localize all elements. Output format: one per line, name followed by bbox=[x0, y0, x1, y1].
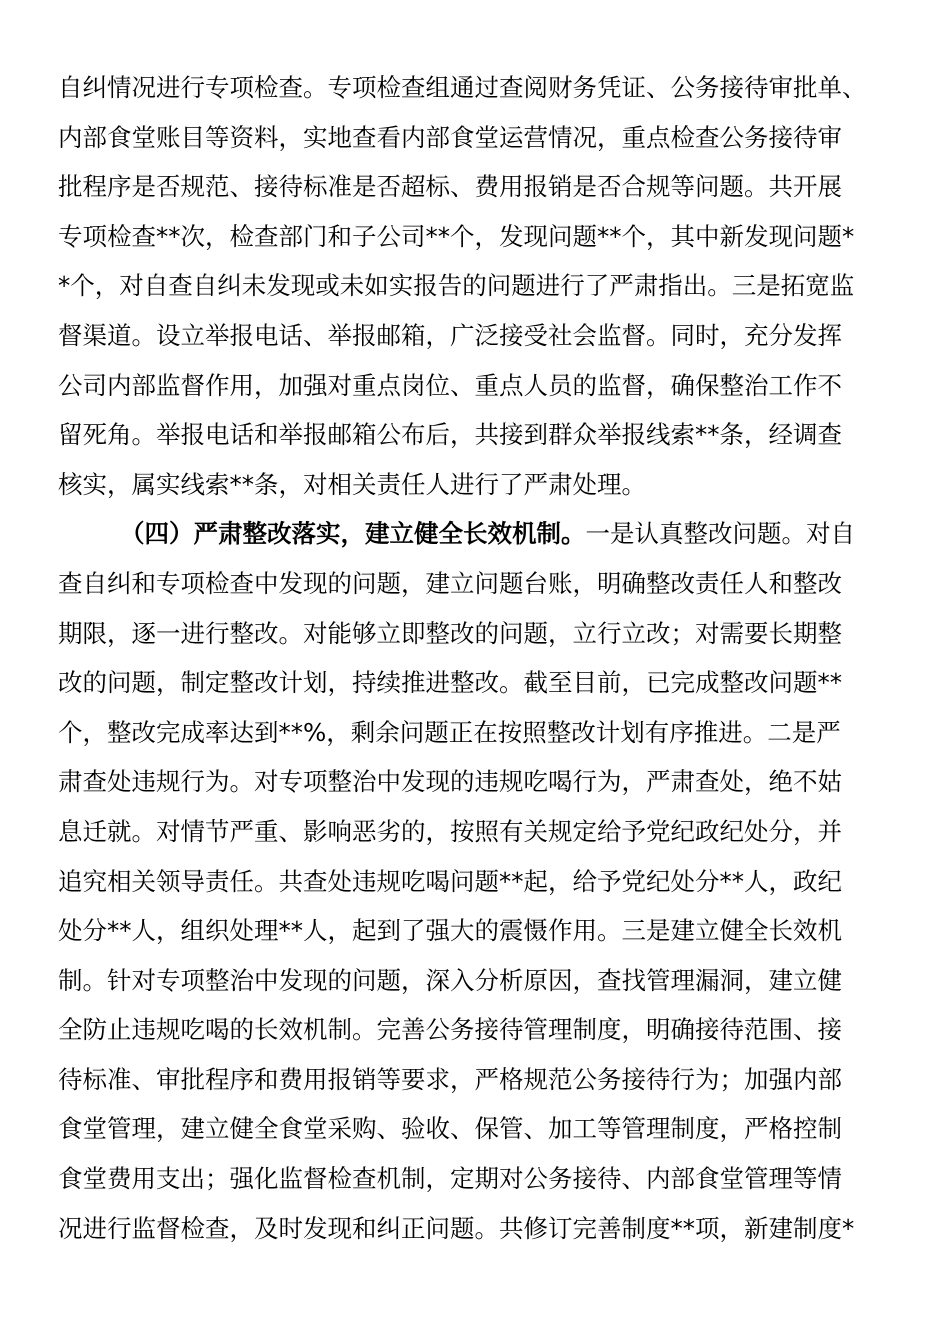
text-line: 食堂费用支出；强化监督检查机制，定期对公务接待、内部食堂管理等情 bbox=[58, 1164, 842, 1194]
text-line: 追究相关领导责任。共查处违规吃喝问题**起，给予党纪处分**人，政纪 bbox=[58, 866, 842, 896]
document-body bbox=[58, 63, 898, 1253]
section-four-first-line bbox=[58, 509, 898, 559]
text-line: 核实，属实线索**条，对相关责任人进行了严肃处理。 bbox=[58, 469, 646, 499]
section-heading: （四）严肃整改落实，建立健全长效机制。 bbox=[120, 519, 586, 549]
text-line: 息迁就。对情节严重、影响恶劣的，按照有关规定给予党纪政纪处分，并 bbox=[58, 816, 842, 846]
text-line: 查自纠和专项检查中发现的问题，建立问题台账，明确整改责任人和整改 bbox=[58, 568, 842, 598]
text-line: 内部食堂账目等资料，实地查看内部食堂运营情况，重点检查公务接待审 bbox=[58, 122, 842, 152]
text-line: 留死角。举报电话和举报邮箱公布后，共接到群众举报线索**条，经调查 bbox=[58, 420, 842, 450]
text-line: 食堂管理，建立健全食堂采购、验收、保管、加工等管理制度，严格控制 bbox=[58, 1114, 842, 1144]
text-line: 待标准、审批程序和费用报销等要求，严格规范公务接待行为；加强内部 bbox=[58, 1064, 842, 1094]
text-line: 督渠道。设立举报电话、举报邮箱，广泛接受社会监督。同时，充分发挥 bbox=[58, 320, 842, 350]
text-line: 自纠情况进行专项检查。专项检查组通过查阅财务凭证、公务接待审批单、 bbox=[58, 73, 867, 102]
text-line: 肃查处违规行为。对专项整治中发现的违规吃喝行为，严肃查处，绝不姑 bbox=[58, 767, 842, 797]
text-line: 公司内部监督作用，加强对重点岗位、重点人员的监督，确保整治工作不 bbox=[58, 370, 842, 400]
text-line: *个，对自查自纠未发现或未如实报告的问题进行了严肃指出。三是拓宽监 bbox=[58, 271, 855, 301]
section-first-line-text: 一是认真整改问题。对自 bbox=[585, 519, 855, 549]
text-line: 个，整改完成率达到**%，剩余问题正在按照整改计划有序推进。二是严 bbox=[58, 717, 841, 747]
text-line: 况进行监督检查，及时发现和纠正问题。共修订完善制度**项，新建制度* bbox=[58, 1213, 855, 1243]
text-line: 专项检查**次，检查部门和子公司**个，发现问题**个，其中新发现问题* bbox=[58, 221, 855, 251]
text-line: 批程序是否规范、接待标准是否超标、费用报销是否合规等问题。共开展 bbox=[58, 172, 842, 202]
text-line: 期限，逐一进行整改。对能够立即整改的问题，立行立改；对需要长期整 bbox=[58, 618, 842, 648]
text-line: 全防止违规吃喝的长效机制。完善公务接待管理制度，明确接待范围、接 bbox=[58, 1015, 842, 1045]
text-line: 处分**人，组织处理**人，起到了强大的震慑作用。三是建立健全长效机 bbox=[58, 916, 842, 946]
text-line: 制。针对专项整治中发现的问题，深入分析原因，查找管理漏洞，建立健 bbox=[58, 965, 842, 995]
text-line: 改的问题，制定整改计划，持续推进整改。截至目前，已完成整改问题** bbox=[58, 668, 842, 698]
